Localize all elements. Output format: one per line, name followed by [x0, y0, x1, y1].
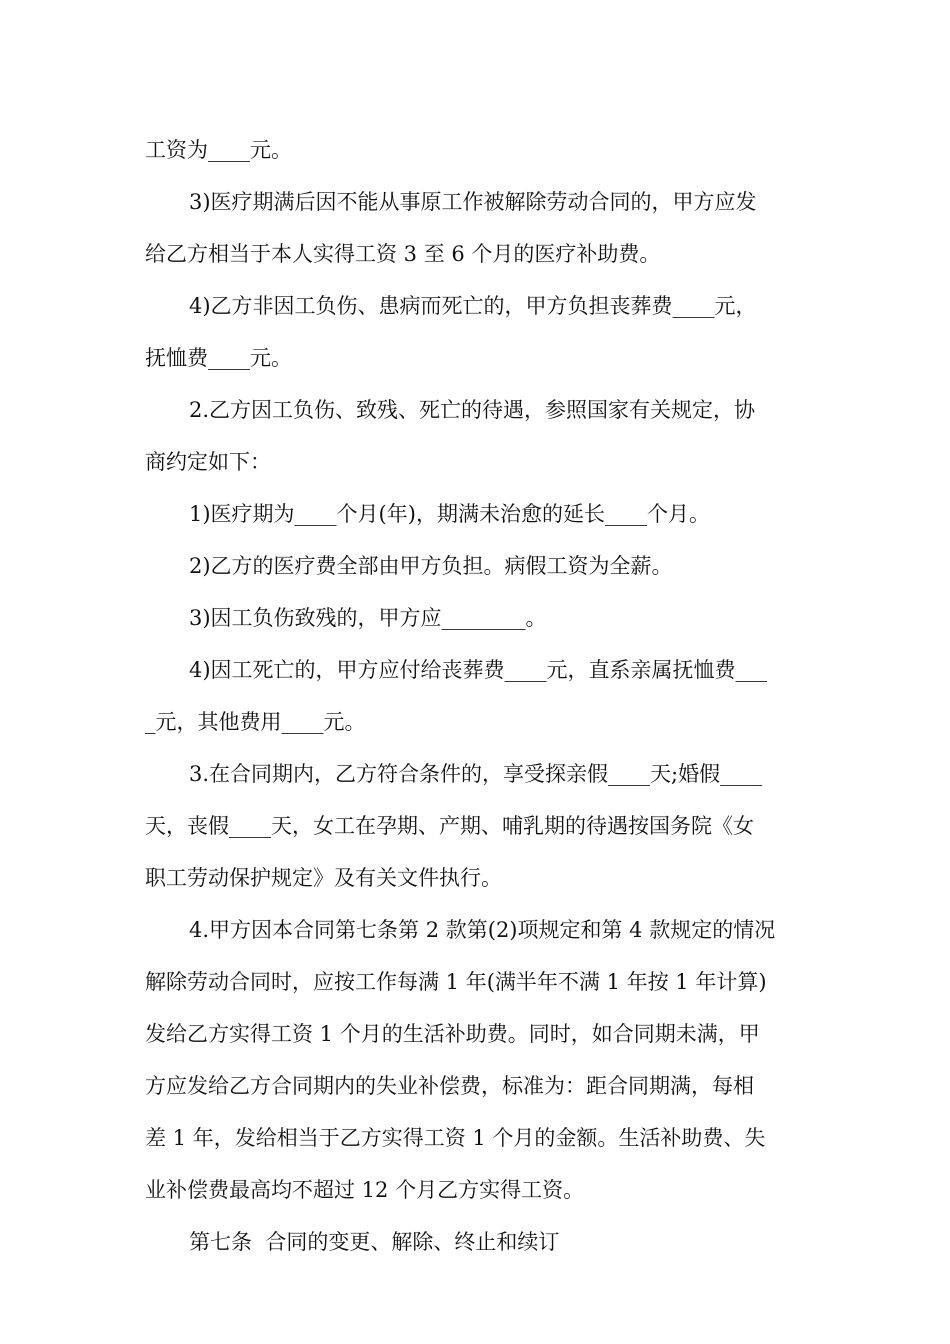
body-line: 4)因工死亡的，甲方应付给丧葬费____元，直系亲属抚恤费___ — [189, 658, 768, 682]
body-line: _元，其他费用____元。 — [145, 710, 366, 734]
body-line: 发给乙方实得工资 1 个月的生活补助费。同时，如合同期未满，甲 — [145, 1022, 760, 1046]
body-line: 3.在合同期内，乙方符合条件的，享受探亲假____天;婚假____ — [189, 762, 763, 786]
body-line: 3)医疗期满后因不能从事原工作被解除劳动合同的，甲方应发 — [189, 190, 757, 214]
body-line: 方应发给乙方合同期内的失业补偿费，标准为：距合同期满，每相 — [145, 1074, 754, 1098]
body-line: 解除劳动合同时，应按工作每满 1 年(满半年不满 1 年按 1 年计算) — [145, 970, 767, 994]
body-line: 工资为____元。 — [145, 138, 292, 162]
body-line: 抚恤费____元。 — [145, 346, 292, 370]
body-line: 差 1 年，发给相当于乙方实得工资 1 个月的金额。生活补助费、失 — [145, 1126, 766, 1150]
body-line: 天，丧假____天，女工在孕期、产期、哺乳期的待遇按国务院《女 — [145, 814, 754, 838]
body-line: 1)医疗期为____个月(年)，期满未治愈的延长____个月。 — [189, 502, 710, 526]
body-line: 2.乙方因工负伤、致残、死亡的待遇，参照国家有关规定，协 — [189, 398, 756, 422]
body-line: 4.甲方因本合同第七条第 2 款第(2)项规定和第 4 款规定的情况 — [189, 918, 776, 942]
body-line: 4)乙方非因工负伤、患病而死亡的，甲方负担丧葬费____元， — [189, 294, 757, 318]
body-line: 职工劳动保护规定》及有关文件执行。 — [145, 866, 502, 890]
section-heading: 第七条 合同的变更、解除、终止和续订 — [189, 1230, 560, 1254]
body-line: 业补偿费最高均不超过 12 个月乙方实得工资。 — [145, 1178, 585, 1202]
body-line: 给乙方相当于本人实得工资 3 至 6 个月的医疗补助费。 — [145, 242, 661, 266]
body-line: 商约定如下： — [145, 450, 271, 474]
body-line: 3)因工负伤致残的，甲方应________。 — [189, 606, 547, 630]
body-line: 2)乙方的医疗费全部由甲方负担。病假工资为全薪。 — [189, 554, 673, 578]
